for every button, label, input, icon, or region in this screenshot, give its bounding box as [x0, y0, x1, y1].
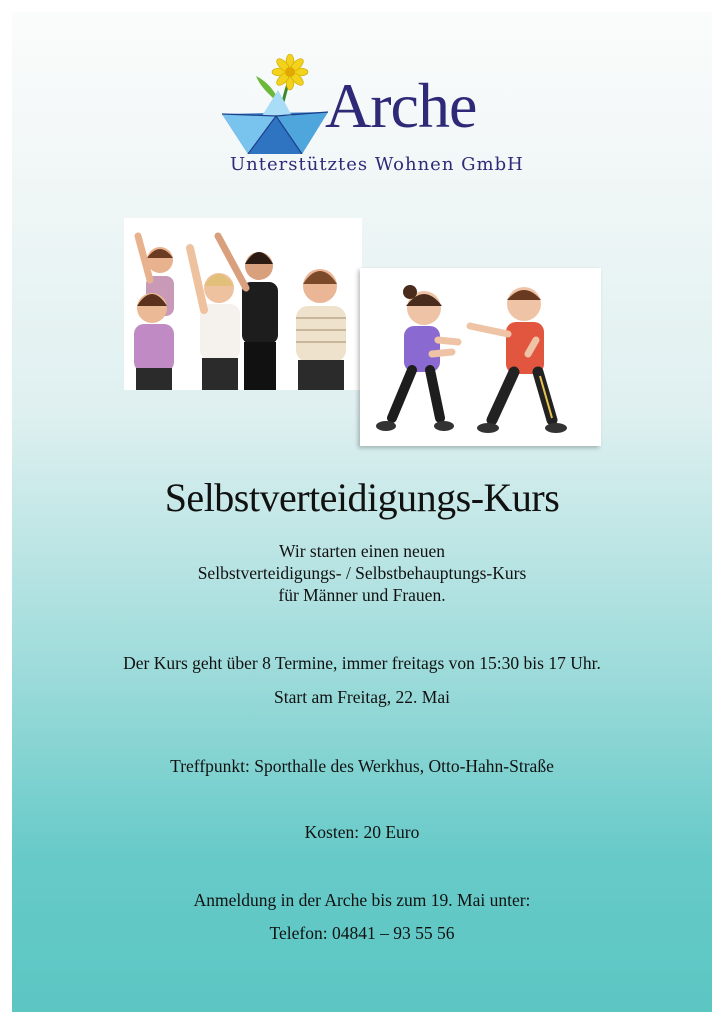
registration-text: Anmeldung in der Arche bis zum 19. Mai unter: — [193, 890, 531, 910]
logo-subtitle: Unterstütztes Wohnen GmbH — [230, 154, 524, 175]
intro-line-2: Selbstverteidigungs- / Selbstbehauptungs-Kurs — [197, 563, 527, 583]
cost-text: Kosten: 20 Euro — [304, 822, 420, 842]
intro-line-3: für Männer und Frauen. — [278, 585, 446, 605]
course-title: Selbstverteidigungs-Kurs — [164, 475, 560, 520]
arche-logo — [220, 54, 530, 194]
schedule-text: Der Kurs geht über 8 Termine, immer freitags von 15:30 bis 17 Uhr. — [123, 653, 601, 673]
flyer-page — [12, 12, 712, 1012]
cheering-group-illustration — [124, 218, 362, 390]
phone-text: Telefon: 04841 – 93 55 56 — [269, 923, 455, 943]
logo-wordmark: Arche — [325, 70, 477, 141]
paper-boat-flower-icon — [220, 54, 330, 154]
intro-line-1: Wir starten einen neuen — [279, 541, 445, 561]
meeting-point-text: Treffpunkt: Sporthalle des Werkhus, Otto-Hahn-Straße — [170, 756, 554, 776]
intro-text — [12, 540, 712, 606]
start-date-text: Start am Freitag, 22. Mai — [274, 687, 450, 707]
self-defense-sparring-illustration — [360, 268, 601, 446]
